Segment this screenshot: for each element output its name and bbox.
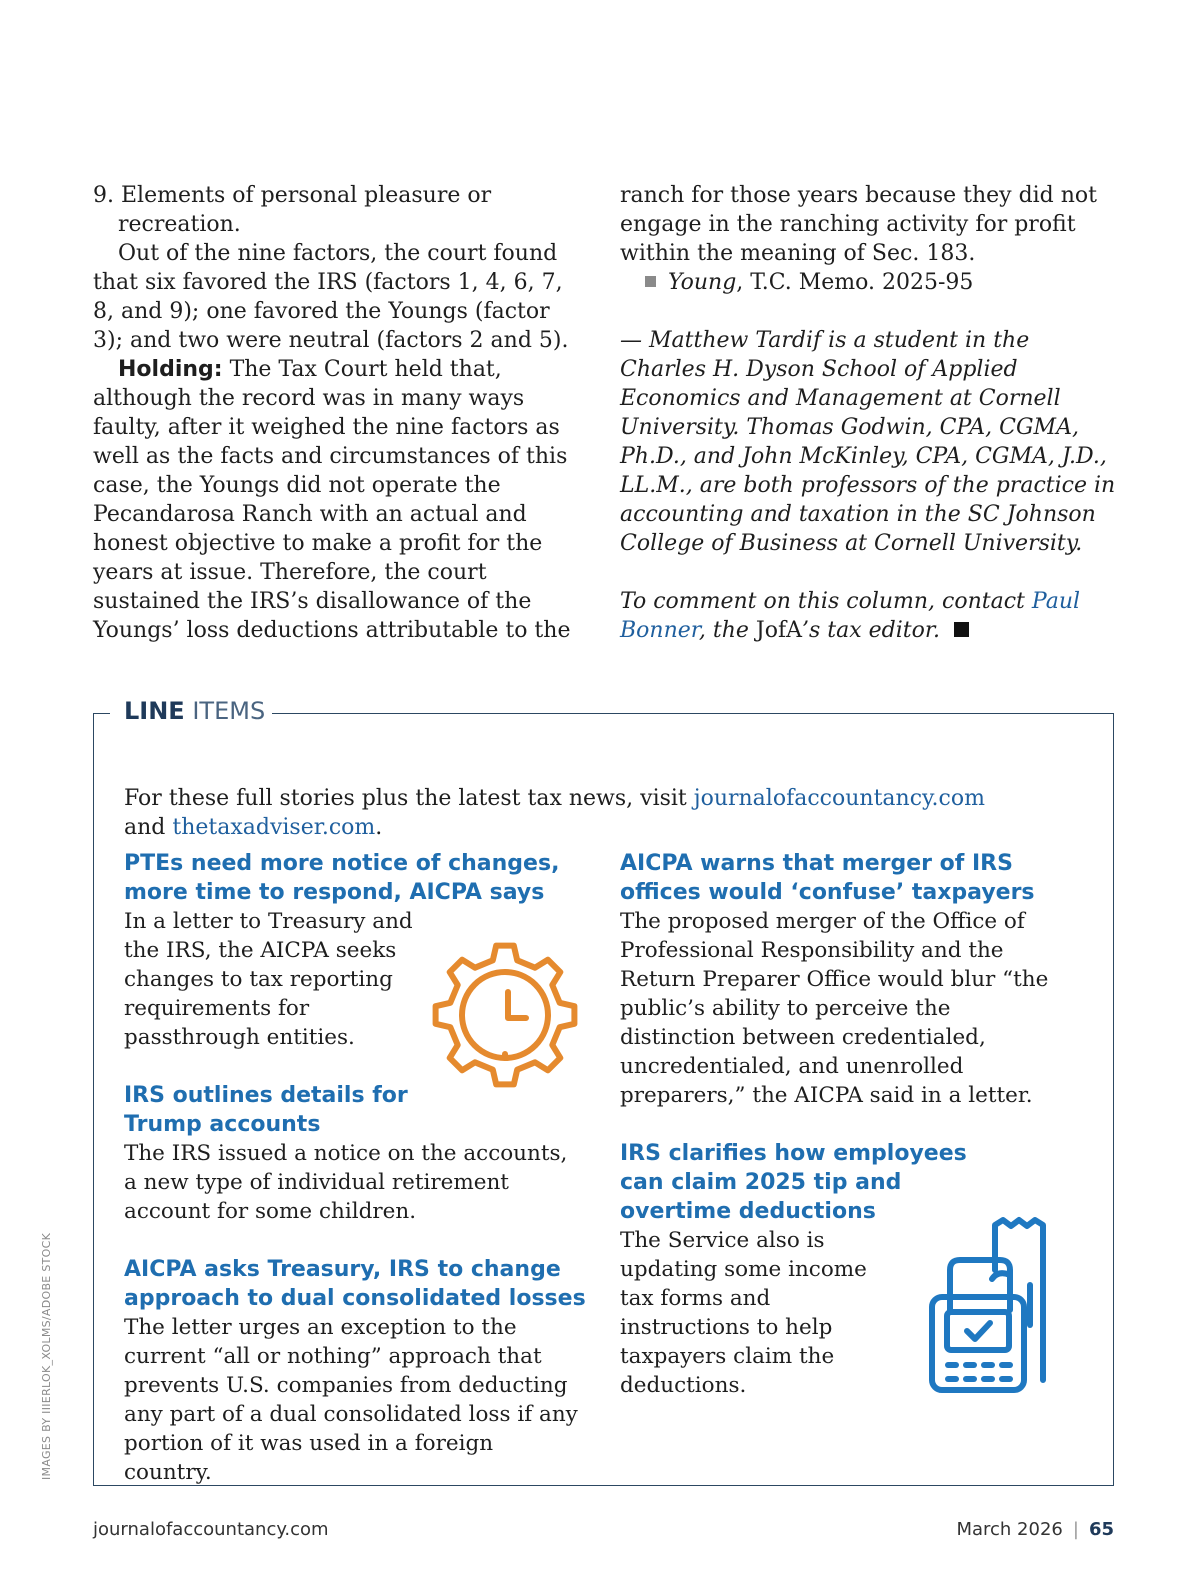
end-mark-icon	[954, 622, 969, 637]
author-bio: — Matthew Tardif is a student in the Charles H. Dyson School of Applied Economics and Management at Cornell University. Thomas Godwin, CPA, CGMA, Ph.D., and John McKinley, CPA, CGMA, J.D., LL.M., are both professors of the practice in accounting and taxation in the SC Johnson College of Business at Cornell University.	[620, 328, 1116, 556]
line-item-body: The Service also is updating some income tax forms and instructions to help taxpayers claim the deductions.	[620, 1228, 867, 1398]
heading-line: offices would ‘confuse’ taxpayers	[620, 880, 1035, 905]
reader-top	[950, 1260, 1010, 1310]
intro-suffix: .	[375, 815, 383, 840]
line-item-body: In a letter to Treasury and the IRS, the AICPA seeks changes to tax reporting requirements for passthrough entities.	[124, 909, 413, 1050]
comment-mid: , the	[698, 618, 756, 643]
clock-hands	[508, 992, 526, 1018]
line-item	[124, 1081, 586, 1226]
line-item-heading[interactable]	[620, 849, 1070, 907]
line-items-intro	[124, 784, 1004, 842]
title-light: ITEMS	[184, 697, 266, 725]
gear-clock-icon	[430, 940, 580, 1090]
heading-line: AICPA asks Treasury, IRS to change	[124, 1257, 561, 1282]
footer-issue: March 2026	[956, 1519, 1063, 1540]
heading-line: can claim 2025 tip and	[620, 1170, 902, 1195]
spacer	[620, 297, 1120, 326]
line-items-title	[124, 696, 265, 726]
case-number: , T.C. Memo. 2025-95	[736, 270, 974, 295]
line-item	[124, 1255, 586, 1487]
line-item	[620, 1139, 967, 1400]
line-item-heading[interactable]	[620, 1139, 967, 1226]
line-item	[124, 849, 560, 1052]
heading-line: more time to respond, AICPA says	[124, 880, 545, 905]
title-bold: LINE	[124, 697, 185, 725]
holding-paragraph	[93, 355, 583, 645]
image-credit: IMAGES BY IIIERLOK_XOLMS/ADOBE STOCK	[40, 1232, 53, 1480]
footer-separator: |	[1072, 1519, 1079, 1540]
line-item-heading[interactable]	[124, 849, 594, 907]
heading-line: PTEs need more notice of changes,	[124, 851, 560, 876]
heading-line: overtime deductions	[620, 1199, 876, 1224]
footer-site: journalofaccountancy.com	[93, 1519, 329, 1540]
line-item-body: The letter urges an exception to the current “all or nothing” approach that prevents U.S. companies from deducting any part of a dual consolidated loss if any portion of it was used in a foreign country.	[124, 1315, 578, 1485]
heading-line: approach to dual consolidated losses	[124, 1286, 586, 1311]
box-border-top-left	[93, 713, 110, 714]
factors-summary: Out of the nine factors, the court found that six favored the IRS (factors 1, 4, 6, 7, 8, and 9); one favored the Youngs (factor 3); and two were neutral (factors 2 and 5).	[93, 241, 569, 353]
line-item	[620, 849, 1070, 1110]
intro-prefix: For these full stories plus the latest tax news, visit	[124, 786, 694, 811]
jofa-abbrev: JofA	[755, 618, 802, 643]
case-name: Young	[668, 270, 737, 295]
holding-text: The Tax Court held that, although the record was in many ways faulty, after it weighed the nine factors as well as the facts and circumstances of this case, the Youngs did not operate the Pecandarosa Ranch with an actual and honest objective to make a profit for the years at issue. Therefore, the court sustained the IRS’s disallowance of the Youngs’ loss deductions attributable to the	[93, 357, 571, 643]
heading-line: IRS clarifies how employees	[620, 1141, 967, 1166]
article-left-column	[93, 181, 583, 645]
check-mark	[967, 1323, 990, 1339]
intro-mid: and	[124, 815, 173, 840]
reader-screen	[947, 1312, 1009, 1350]
page-number: 65	[1088, 1519, 1114, 1540]
jofa-site-link[interactable]: journalofaccountancy.com	[693, 786, 985, 811]
line-item-heading[interactable]	[124, 1255, 586, 1313]
heading-line: AICPA warns that merger of IRS	[620, 851, 1013, 876]
article-right-column	[620, 181, 1120, 645]
card-reader-receipt-icon	[920, 1215, 1055, 1400]
factor-9-text: Elements of personal pleasure or recreation.	[118, 183, 492, 237]
factor-9-number: 9.	[93, 183, 114, 208]
heading-line: Trump accounts	[124, 1112, 321, 1137]
case-citation	[620, 268, 1120, 297]
conclusion-paragraph: ranch for those years because they did not engage in the ranching activity for profit within the meaning of Sec. 183.	[620, 183, 1098, 266]
tax-adviser-link[interactable]: thetaxadviser.com	[172, 815, 376, 840]
footer-issue-page	[956, 1519, 1114, 1540]
box-border-top-right	[272, 713, 1114, 714]
comment-line	[620, 587, 1120, 645]
editor-link[interactable]: Paul Bonner	[620, 589, 1081, 643]
heading-line: IRS outlines details for	[124, 1083, 408, 1108]
spacer	[620, 558, 1120, 587]
line-item-body: The proposed merger of the Office of Professional Responsibility and the Return Preparer Office would blur “the public’s ability to perceive the distinction between credentialed, uncredentialed, and unenrolled preparers,” the AICPA said in a letter.	[620, 909, 1049, 1108]
comment-suffix: ’s tax editor.	[802, 618, 940, 643]
line-item-body: The IRS issued a notice on the accounts, a new type of individual retirement account for some children.	[124, 1141, 568, 1224]
comment-prefix: To comment on this column, contact	[620, 589, 1032, 614]
square-bullet-icon	[645, 276, 656, 287]
holding-label: Holding:	[118, 357, 223, 382]
factor-9	[93, 181, 583, 239]
